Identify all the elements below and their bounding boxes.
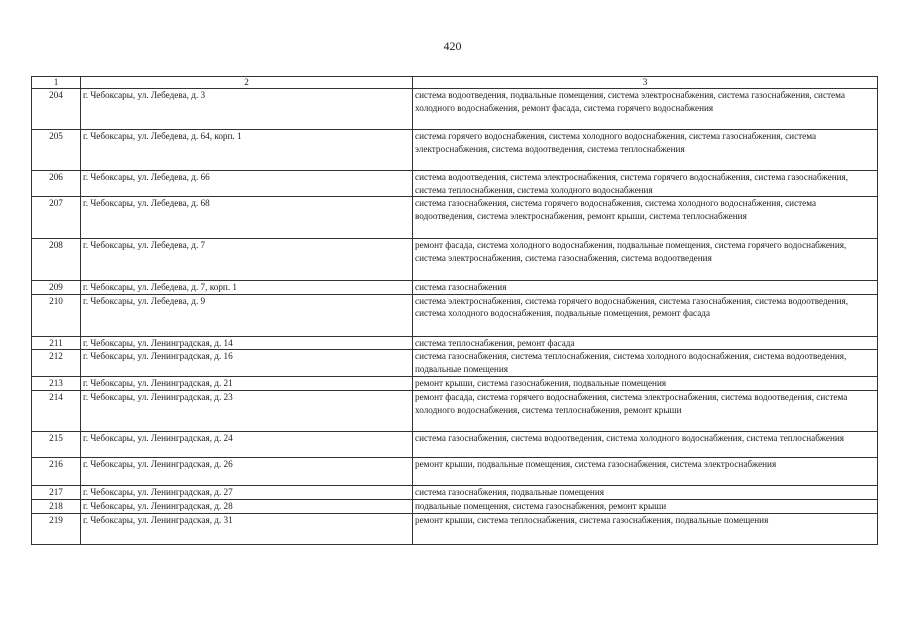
row-address: г. Чебоксары, ул. Ленинградская, д. 24 bbox=[81, 432, 413, 458]
table-row bbox=[32, 294, 878, 336]
row-works: ремонт фасада, система горячего водоснабжения, система электроснабжения, система водоотведения, система холодного водоснабжения, система теплоснабжения, ремонт крыши bbox=[413, 391, 878, 432]
row-address: г. Чебоксары, ул. Лебедева, д. 3 bbox=[81, 89, 413, 130]
table-row bbox=[32, 377, 878, 391]
table-row bbox=[32, 432, 878, 458]
table-row bbox=[32, 486, 878, 500]
column-header-2: 2 bbox=[81, 77, 413, 89]
row-address: г. Чебоксары, ул. Лебедева, д. 64, корп. 1 bbox=[81, 130, 413, 171]
row-address: г. Чебоксары, ул. Лебедева, д. 7, корп. 1 bbox=[81, 281, 413, 295]
row-address: г. Чебоксары, ул. Ленинградская, д. 21 bbox=[81, 377, 413, 391]
row-address: г. Чебоксары, ул. Лебедева, д. 66 bbox=[81, 171, 413, 197]
row-works: система газоснабжения, система водоотведения, система холодного водоснабжения, система теплоснабжения bbox=[413, 432, 878, 458]
row-number: 213 bbox=[32, 377, 81, 391]
row-number: 212 bbox=[32, 350, 81, 377]
row-address: г. Чебоксары, ул. Ленинградская, д. 31 bbox=[81, 513, 413, 544]
table-row bbox=[32, 513, 878, 544]
column-number-row bbox=[32, 77, 878, 89]
address-works-table bbox=[31, 76, 878, 545]
table-row bbox=[32, 239, 878, 281]
row-works: система электроснабжения, система горячего водоснабжения, система газоснабжения, система водоотведения, система холодного водоснабжения, подвальные помещения, ремонт фасада bbox=[413, 294, 878, 336]
row-number: 214 bbox=[32, 391, 81, 432]
table-row bbox=[32, 336, 878, 350]
column-header-3: 3 bbox=[413, 77, 878, 89]
table-row bbox=[32, 89, 878, 130]
row-number: 217 bbox=[32, 486, 81, 500]
table-row bbox=[32, 197, 878, 239]
table-row bbox=[32, 458, 878, 486]
column-header-1: 1 bbox=[32, 77, 81, 89]
row-number: 209 bbox=[32, 281, 81, 295]
row-number: 205 bbox=[32, 130, 81, 171]
table-row bbox=[32, 130, 878, 171]
row-address: г. Чебоксары, ул. Ленинградская, д. 27 bbox=[81, 486, 413, 500]
row-address: г. Чебоксары, ул. Лебедева, д. 9 bbox=[81, 294, 413, 336]
row-works: подвальные помещения, система газоснабжения, ремонт крыши bbox=[413, 499, 878, 513]
row-works: система газоснабжения bbox=[413, 281, 878, 295]
row-works: система водоотведения, подвальные помещения, система электроснабжения, система газоснабжения, система холодного водоснабжения, ремонт фасада, система горячего водоснабжения bbox=[413, 89, 878, 130]
table-row bbox=[32, 281, 878, 295]
row-address: г. Чебоксары, ул. Ленинградская, д. 16 bbox=[81, 350, 413, 377]
row-number: 204 bbox=[32, 89, 81, 130]
page-number: 420 bbox=[443, 39, 462, 53]
row-address: г. Чебоксары, ул. Лебедева, д. 7 bbox=[81, 239, 413, 281]
table-row bbox=[32, 171, 878, 197]
row-works: ремонт крыши, подвальные помещения, система газоснабжения, система электроснабжения bbox=[413, 458, 878, 486]
row-works: ремонт крыши, система газоснабжения, подвальные помещения bbox=[413, 377, 878, 391]
row-number: 215 bbox=[32, 432, 81, 458]
row-number: 216 bbox=[32, 458, 81, 486]
row-address: г. Чебоксары, ул. Ленинградская, д. 26 bbox=[81, 458, 413, 486]
row-address: г. Чебоксары, ул. Ленинградская, д. 14 bbox=[81, 336, 413, 350]
row-number: 210 bbox=[32, 294, 81, 336]
row-address: г. Чебоксары, ул. Ленинградская, д. 23 bbox=[81, 391, 413, 432]
row-works: система теплоснабжения, ремонт фасада bbox=[413, 336, 878, 350]
row-works: система газоснабжения, подвальные помещения bbox=[413, 486, 878, 500]
row-number: 207 bbox=[32, 197, 81, 239]
row-works: система горячего водоснабжения, система холодного водоснабжения, система газоснабжения, система электроснабжения, система водоотведения, система теплоснабжения bbox=[413, 130, 878, 171]
row-works: ремонт крыши, система теплоснабжения, система газоснабжения, подвальные помещения bbox=[413, 513, 878, 544]
table-row bbox=[32, 391, 878, 432]
row-number: 206 bbox=[32, 171, 81, 197]
row-works: ремонт фасада, система холодного водоснабжения, подвальные помещения, система горячего водоснабжения, система электроснабжения, система газоснабжения, система водоотведения bbox=[413, 239, 878, 281]
table-row bbox=[32, 499, 878, 513]
row-number: 219 bbox=[32, 513, 81, 544]
row-number: 211 bbox=[32, 336, 81, 350]
table-row bbox=[32, 350, 878, 377]
row-works: система водоотведения, система электроснабжения, система горячего водоснабжения, система газоснабжения, система теплоснабжения, система холодного водоснабжения bbox=[413, 171, 878, 197]
row-works: система газоснабжения, система горячего водоснабжения, система холодного водоснабжения, система водоотведения, система электроснабжения, ремонт крыши, система теплоснабжения bbox=[413, 197, 878, 239]
row-works: система газоснабжения, система теплоснабжения, система холодного водоснабжения, система водоотведения, подвальные помещения bbox=[413, 350, 878, 377]
row-number: 218 bbox=[32, 499, 81, 513]
row-number: 208 bbox=[32, 239, 81, 281]
row-address: г. Чебоксары, ул. Ленинградская, д. 28 bbox=[81, 499, 413, 513]
row-address: г. Чебоксары, ул. Лебедева, д. 68 bbox=[81, 197, 413, 239]
